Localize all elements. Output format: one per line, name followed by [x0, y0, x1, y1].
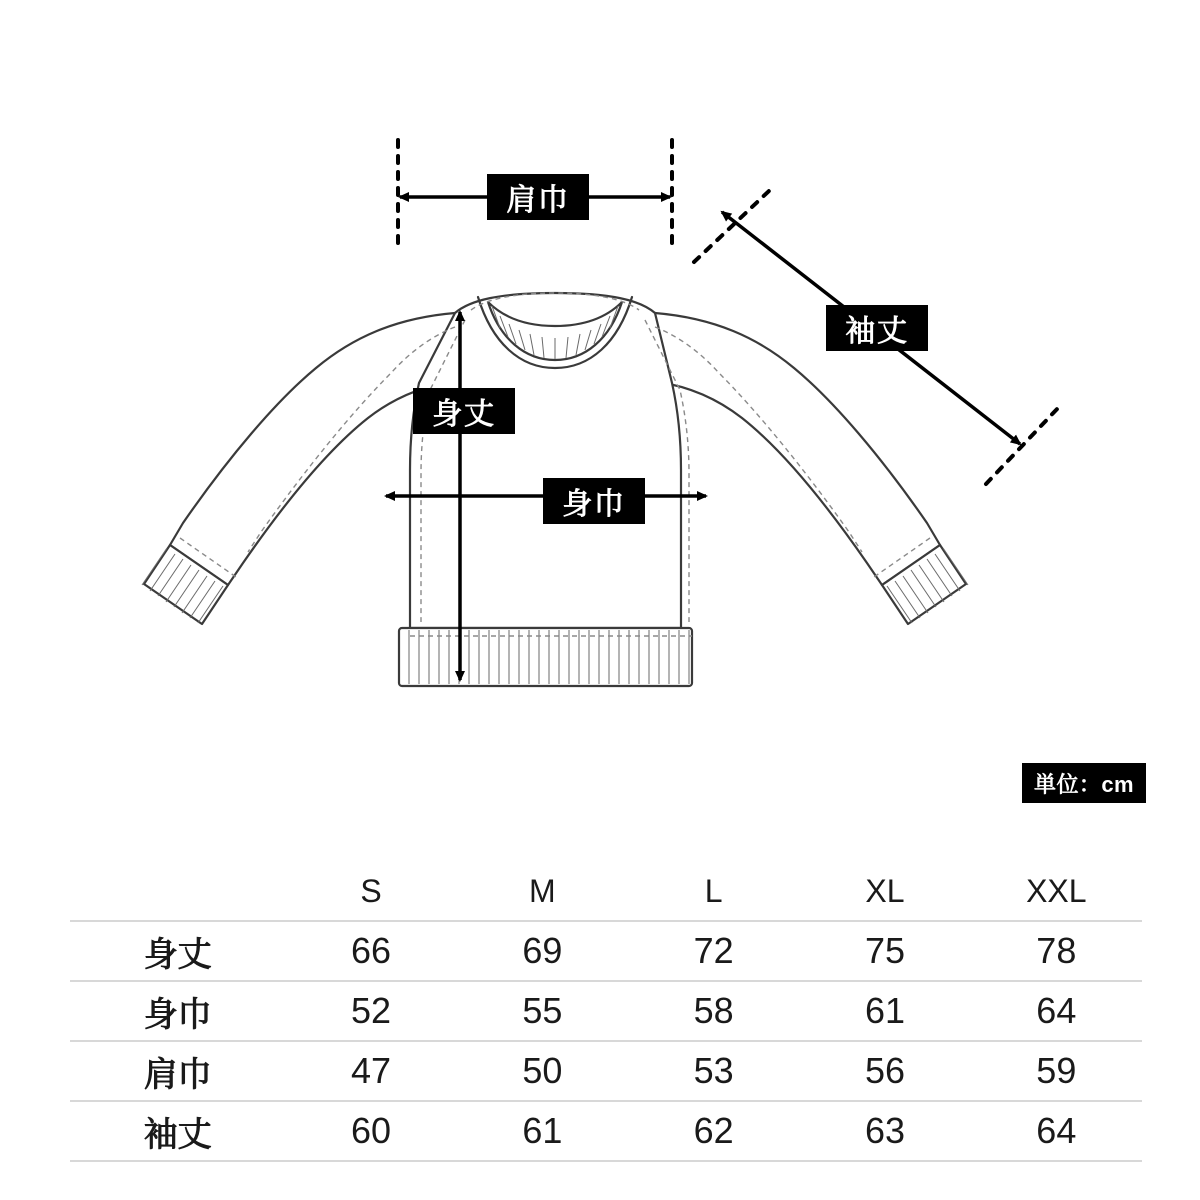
- cell-body-width-l: 58: [693, 990, 734, 1031]
- row-label-sleeve-length: 袖丈: [143, 1115, 212, 1154]
- cell-sleeve-length-l: 62: [693, 1110, 734, 1151]
- table-body: [70, 921, 1142, 1161]
- cell-body-width-s: 52: [351, 990, 392, 1031]
- cell-body-width-xxl: 64: [1036, 990, 1077, 1031]
- cell-body-length-xxl: 78: [1036, 930, 1077, 971]
- cell-sleeve-length-m: 61: [522, 1110, 563, 1151]
- cell-sleeve-length-xxl: 64: [1036, 1110, 1077, 1151]
- column-header-s: S: [285, 862, 456, 921]
- cell-shoulder-width-l: 53: [693, 1050, 734, 1091]
- cell-shoulder-width-m: 50: [522, 1050, 563, 1091]
- cell-body-length-l: 72: [693, 930, 734, 971]
- label-body-length: 身丈: [413, 388, 515, 434]
- column-header-l: L: [628, 862, 799, 921]
- column-header-m: M: [457, 862, 628, 921]
- row-label-shoulder-width: 肩巾: [143, 1055, 212, 1094]
- cell-sleeve-length-xl: 63: [864, 1110, 905, 1151]
- table-row: [70, 921, 1142, 981]
- label-body-width: 身巾: [543, 478, 645, 524]
- table-row: [70, 981, 1142, 1041]
- cell-body-width-m: 55: [522, 990, 563, 1031]
- table-corner-cell: [70, 862, 285, 921]
- cell-body-length-m: 69: [522, 930, 563, 971]
- unit-note: 単位：cm: [1022, 763, 1146, 803]
- size-chart-table: [70, 862, 1142, 1162]
- cell-sleeve-length-s: 60: [351, 1110, 392, 1151]
- table-header-row: [70, 862, 1142, 921]
- cell-body-length-s: 66: [351, 930, 392, 971]
- right-sleeve: [655, 313, 940, 585]
- cell-body-width-xl: 61: [864, 990, 905, 1031]
- row-label-body-width: 身巾: [143, 995, 212, 1034]
- label-shoulder-width: 肩巾: [487, 174, 589, 220]
- cell-shoulder-width-xxl: 59: [1036, 1050, 1077, 1091]
- cell-shoulder-width-s: 47: [351, 1050, 392, 1091]
- cell-shoulder-width-xl: 56: [864, 1050, 905, 1091]
- row-label-body-length: 身丈: [143, 935, 212, 974]
- column-header-xxl: XXL: [971, 862, 1142, 921]
- cell-body-length-xl: 75: [864, 930, 905, 971]
- table-row: [70, 1101, 1142, 1161]
- column-header-xl: XL: [799, 862, 970, 921]
- table-row: [70, 1041, 1142, 1101]
- label-sleeve-length: 袖丈: [826, 305, 928, 351]
- table-header: [70, 862, 1142, 921]
